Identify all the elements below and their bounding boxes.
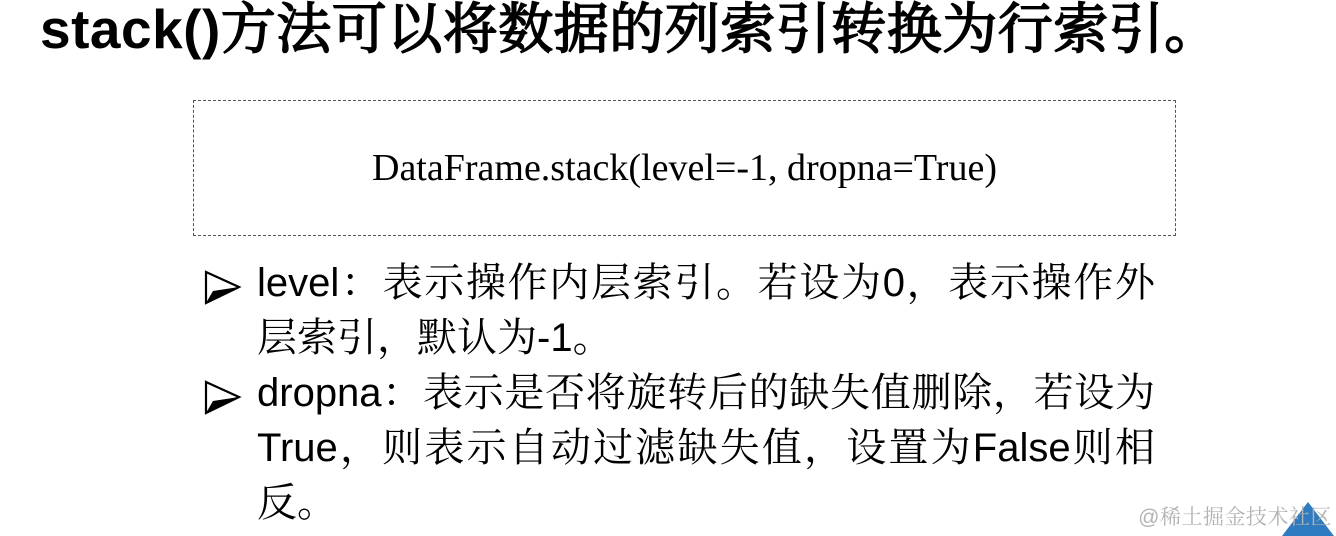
bullet-text-dropna: dropna：表示是否将旋转后的缺失值删除，若设为True，则表示自动过滤缺失值，设置为False则相反。 [257,371,1155,525]
syntax-code: DataFrame.stack(level=-1, dropna=True) [372,147,997,189]
syntax-box [193,100,1176,236]
bullet-list [203,256,1155,531]
watermark: @稀土掘金技术社区 [1138,506,1332,529]
page-title: stack()方法可以将数据的列索引转换为行索引。 [40,0,1220,60]
arrowhead-right-icon [203,377,243,415]
arrowhead-right-icon [203,267,243,305]
bullet-item-level [203,256,1155,366]
bullet-item-dropna [203,366,1155,531]
bullet-text-level: level：表示操作内层索引。若设为0，表示操作外层索引，默认为-1。 [257,261,1155,360]
